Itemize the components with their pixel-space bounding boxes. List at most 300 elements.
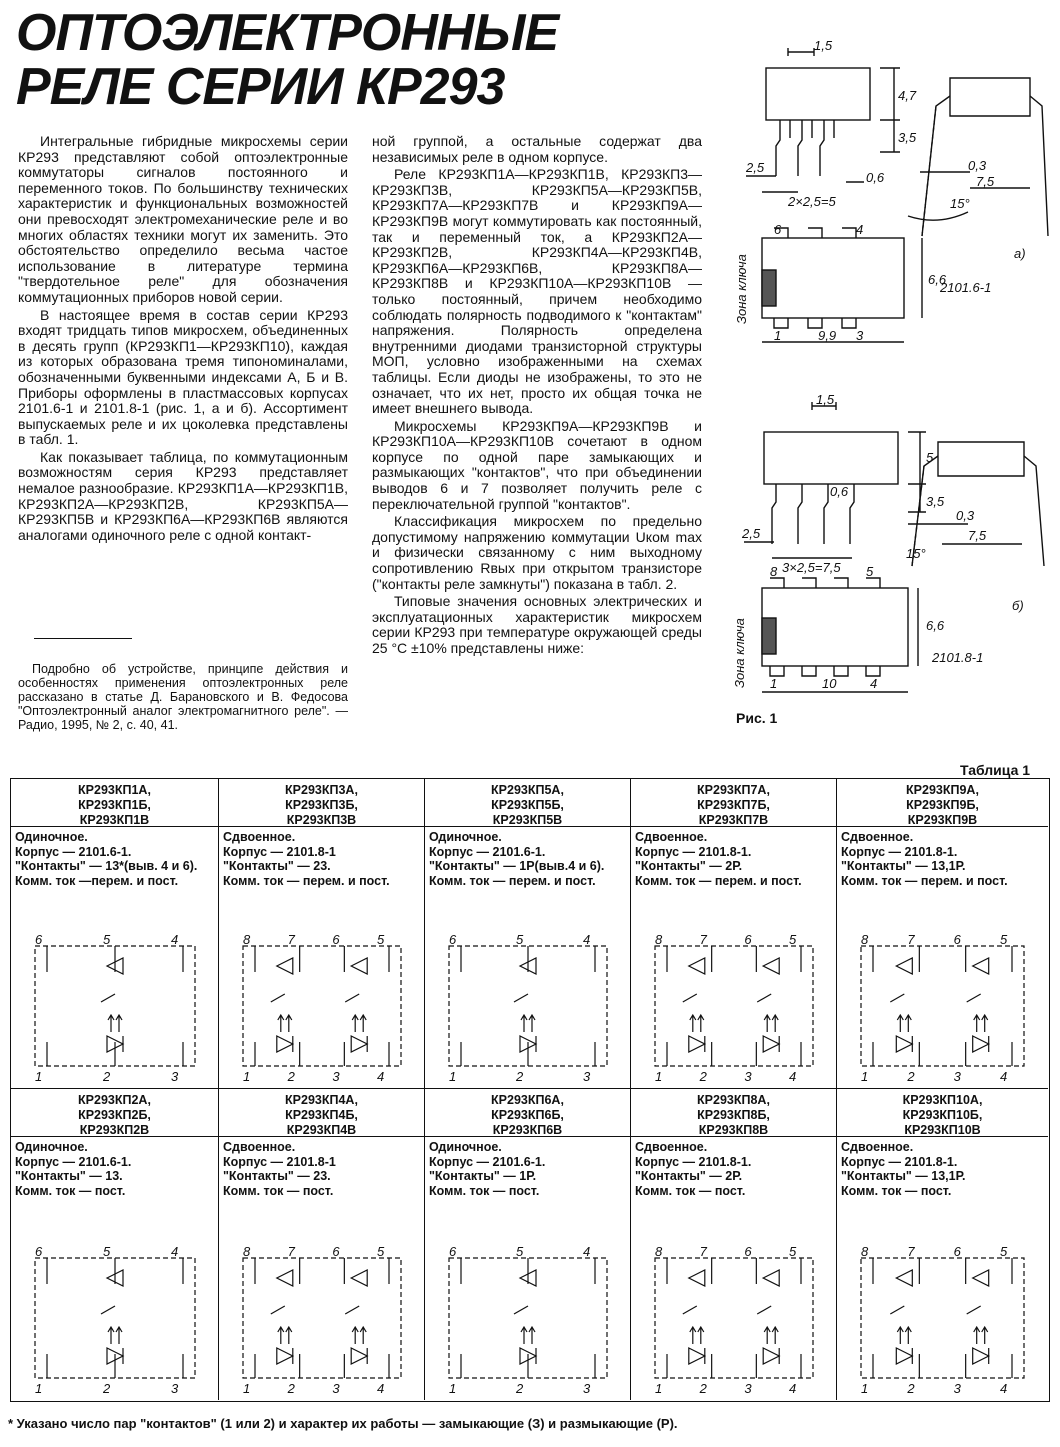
description-line: "Контакты" — 1Р(выв.4 и 6). [429, 859, 605, 873]
pin-number: 2 [287, 1381, 295, 1394]
part-number: КР293КП4Б, [285, 1108, 358, 1122]
relay-schematic [641, 932, 827, 1082]
pin-label: 4 [870, 676, 878, 691]
pin-number: 5 [516, 1244, 524, 1259]
pin-number: 1 [449, 1069, 457, 1082]
diode-symbol [763, 958, 779, 974]
part-number: КР293КП5Б, [491, 798, 564, 812]
pin-number: 7 [907, 932, 915, 947]
switch-contact [101, 1306, 115, 1314]
pin-number: 1 [243, 1069, 251, 1082]
description-line: "Контакты" — 23. [223, 1169, 331, 1183]
dim-label: 0,6 [866, 170, 885, 185]
optical-arrows [974, 1327, 988, 1344]
diode-symbol [277, 1270, 293, 1286]
pin-number: 5 [103, 932, 111, 947]
pin-number: 3 [953, 1069, 961, 1082]
part-number: КР293КП1Б, [78, 798, 151, 812]
relay-schematic [229, 932, 415, 1082]
description-line: Комм. ток — пост. [635, 1183, 746, 1198]
relay-schematic [229, 1244, 415, 1394]
switch-contact [271, 994, 285, 1002]
pin-number: 2 [103, 1381, 111, 1394]
diode-symbol [896, 1270, 912, 1286]
pin-number: 3 [332, 1381, 340, 1394]
led-symbol [896, 1036, 912, 1052]
relay-table [10, 778, 1050, 1402]
pin-number: 3 [744, 1069, 752, 1082]
part-number: КР293КП9Б, [906, 798, 979, 812]
text-column-2 [372, 134, 702, 659]
dim-label: 5 [926, 450, 934, 465]
description-line: Корпус — 2101.8-1 [223, 844, 336, 859]
figure-1-package-drawings [722, 12, 1052, 752]
led-symbol [973, 1036, 989, 1052]
dim-label: 15° [906, 546, 926, 561]
part-number: КР293КП8А, [697, 1093, 770, 1107]
paragraph: Как показывает таблица, по коммутационным возможностям серия КР293 представляет немалое разнообразие. КР293КП1А—КР293КП1В, КР293КП2А—КР293КП2В, КР293КП5А—КР293КП5В и КР293КП6А—КР293КП6В являются аналогами одиночного реле с одной контакт- [18, 448, 348, 543]
switch-contact [757, 1306, 771, 1314]
pin-number: 3 [953, 1381, 961, 1394]
pin-number: 7 [699, 932, 707, 947]
part-number: КР293КП3Б, [285, 798, 358, 812]
optical-arrows [521, 1015, 535, 1032]
part-number: КР293КП6А, [491, 1093, 564, 1107]
dim-label: 7,5 [968, 528, 987, 543]
relay-schematic [641, 1244, 827, 1394]
package-outline [655, 946, 813, 1066]
relay-schematic [21, 932, 209, 1082]
description-line: Корпус — 2101.8-1 [223, 1154, 336, 1169]
paragraph: Микросхемы КР293КП9А—КР293КП9В и КР293КП10А—КР293КП10В сочетают в одном корпусе по одной паре замыкающих и размыкающих "контактов", что при объединении выводов 6 и 7 позволяет получить реле с переключательной группой "контактов". [372, 417, 702, 512]
part-number: КР293КП8В [698, 1123, 769, 1137]
led-symbol [689, 1348, 705, 1364]
pin-number: 6 [332, 932, 340, 947]
cell-description [219, 1137, 424, 1201]
cell-description [11, 827, 218, 891]
cell-header [425, 1089, 630, 1137]
relay-schematic [21, 1244, 209, 1394]
pin-number: 1 [35, 1381, 43, 1394]
pin-number: 3 [332, 1069, 340, 1082]
pin-number: 5 [789, 932, 797, 947]
pin-number: 1 [35, 1069, 43, 1082]
footnote-text: Подробно об устройстве, принципе действия и особенностях применения оптоэлектронных реле рассказано в статье Д. Барановского и В. Федосова "Оптоэлектронный аналог электромагнитного реле". — Радио, 1995, № 2, с. 40, 41. [18, 662, 348, 732]
pin-number: 3 [744, 1381, 752, 1394]
optical-arrows [352, 1327, 366, 1344]
part-number: КР293КП9А, [906, 783, 979, 797]
optical-arrows [352, 1015, 366, 1032]
dim-label: 10 [822, 676, 837, 691]
diode-symbol [277, 958, 293, 974]
dim-label: 6,6 [926, 618, 945, 633]
pin-label: 1 [770, 676, 778, 691]
description-line: Корпус — 2101.6-1. [15, 1154, 132, 1169]
title-line-1: ОПТОЭЛЕКТРОННЫЕ [16, 4, 559, 62]
description-line: Сдвоенное. [635, 1140, 708, 1154]
pin-number: 8 [243, 932, 251, 947]
pin-number: 3 [171, 1069, 179, 1082]
package-outline [243, 946, 401, 1066]
package-label: 2101.6-1 [940, 280, 992, 295]
diode-symbol [763, 1270, 779, 1286]
diode-symbol [351, 1270, 367, 1286]
cell-header [631, 779, 836, 827]
part-number: КР293КП7Б, [697, 798, 770, 812]
pin-number: 1 [449, 1381, 457, 1394]
led-symbol [763, 1348, 779, 1364]
key-zone-label: Зона ключа [732, 618, 747, 688]
pin-number: 5 [377, 932, 385, 947]
pin-number: 6 [35, 1244, 43, 1259]
pin-number: 4 [789, 1069, 797, 1082]
optical-arrows [108, 1015, 122, 1032]
pin-number: 6 [953, 1244, 961, 1259]
part-number: КР293КП2В [79, 1123, 150, 1137]
description-line: Комм. ток —перем. и пост. [15, 873, 179, 888]
package-outline [861, 1258, 1024, 1378]
dim-label: 1,5 [816, 392, 835, 407]
pin-number: 5 [377, 1244, 385, 1259]
description-line: Комм. ток — перем. и пост. [429, 873, 596, 888]
description-line: Комм. ток — перем. и пост. [635, 873, 802, 888]
dim-label: 7,5 [976, 174, 995, 189]
description-line: Сдвоенное. [223, 1140, 296, 1154]
pin-label: 5 [866, 564, 874, 579]
optical-arrows [764, 1015, 778, 1032]
diode-symbol [973, 958, 989, 974]
switch-contact [967, 994, 981, 1002]
part-number: КР293КП2Б, [78, 1108, 151, 1122]
pin-number: 6 [953, 932, 961, 947]
pin-number: 1 [243, 1381, 251, 1394]
optical-arrows [974, 1015, 988, 1032]
optical-arrows [278, 1327, 292, 1344]
part-number: КР293КП9В [907, 813, 978, 827]
optical-arrows [764, 1327, 778, 1344]
description-line: Корпус — 2101.6-1. [15, 844, 132, 859]
part-number: КР293КП2А, [78, 1093, 151, 1107]
relay-schematic [847, 932, 1038, 1082]
description-line: Одиночное. [15, 1140, 88, 1154]
text-column-1 [18, 134, 348, 545]
pin-number: 4 [377, 1381, 385, 1394]
description-line: Комм. ток — пост. [15, 1183, 126, 1198]
optical-arrows [690, 1015, 704, 1032]
sub-label-a: а) [1014, 246, 1026, 261]
description-line: "Контакты" — 13,1Р. [841, 1169, 966, 1183]
diode-symbol [689, 1270, 705, 1286]
switch-contact [514, 1306, 528, 1314]
pin-number: 4 [377, 1069, 385, 1082]
part-number: КР293КП10А, [902, 1093, 983, 1107]
relay-schematic [435, 932, 621, 1082]
sub-label-b: б) [1012, 598, 1024, 613]
footnote [18, 662, 348, 732]
table-footnote: * Указано число пар "контактов" (1 или 2) и характер их работы — замыкающие (З) и размыкающие (Р). [8, 1416, 678, 1431]
switch-contact [101, 994, 115, 1002]
paragraph: Реле КР293КП1А—КР293КП1В, КР293КП3—КР293КП3В, КР293КП5А—КР293КП5В, КР293КП7А—КР293КП7В и КР293КП9А—КР293КП9В могут коммутировать как постоянный, так и переменный ток, а КР293КП2А—КР293КП2В, КР293КП4А—КР293КП4В, КР293КП6А—КР293КП6В, КР293КП8А—КР293КП8В и КР293КП10А—КР293КП10В — только постоянный, причем необходимо соблюдать полярность подводимого к "контактам" напряжения. Полярность определена внутренними диодами транзисторной структуры МОП, условно изображенными на схемах таблицы. Если диоды не изображены, то это не означает, что их нет, просто их общая точка не имеет внешнего вывода. [372, 166, 702, 417]
optical-arrows [690, 1327, 704, 1344]
pin-number: 6 [449, 932, 457, 947]
diode-symbol [351, 958, 367, 974]
paragraph: Интегральные гибридные микросхемы серии КР293 представляют собой оптоэлектронные коммутаторы сигналов постоянного и переменного токов. По большинству технических характеристик и функциональных возможностей они превосходят электромеханические реле и во многих областях техники могут их заменить. Это обстоятельство определило весьма частое использование в литературе термина "твердотельное реле" для обозначения коммутационных приборов новой серии. [18, 133, 348, 305]
footnote-rule [34, 638, 132, 639]
optical-arrows [897, 1015, 911, 1032]
pin-label: 6 [774, 222, 782, 237]
dim-label: 2,5 [746, 160, 765, 175]
description-line: Комм. ток — перем. и пост. [223, 873, 390, 888]
pin-number: 6 [35, 932, 43, 947]
optical-arrows [897, 1327, 911, 1344]
cell-header [11, 1089, 218, 1137]
description-line: Корпус — 2101.8-1. [841, 844, 958, 859]
dim-label: 2×2,5=5 [788, 194, 836, 209]
pin-number: 2 [699, 1381, 707, 1394]
cell-description [219, 827, 424, 891]
description-line: "Контакты" — 13. [15, 1169, 123, 1183]
description-line: Комм. ток — пост. [429, 1183, 540, 1198]
table-cell [425, 779, 631, 1089]
part-number: КР293КП7А, [697, 783, 770, 797]
part-number: КР293КП3А, [285, 783, 358, 797]
pin-number: 2 [516, 1381, 524, 1394]
part-number: КР293КП1В [79, 813, 150, 827]
cell-header [425, 779, 630, 827]
part-number: КР293КП8Б, [697, 1108, 770, 1122]
pin-number: 3 [171, 1381, 179, 1394]
dim-label: 0,3 [956, 508, 975, 523]
dim-label: 3,5 [898, 130, 917, 145]
pin-number: 7 [287, 932, 295, 947]
switch-contact [271, 1306, 285, 1314]
led-symbol [973, 1348, 989, 1364]
part-number: КР293КП4А, [285, 1093, 358, 1107]
pin-number: 6 [332, 1244, 340, 1259]
table-cell [219, 1089, 425, 1400]
pin-number: 1 [655, 1381, 663, 1394]
led-symbol [351, 1036, 367, 1052]
table-cell [11, 779, 219, 1089]
dim-label: 3,5 [926, 494, 945, 509]
pin-number: 4 [789, 1381, 797, 1394]
cell-description [837, 827, 1048, 891]
optical-arrows [521, 1327, 535, 1344]
pin-number: 6 [449, 1244, 457, 1259]
pin-number: 5 [1000, 932, 1008, 947]
description-line: "Контакты" — 2Р. [635, 1169, 743, 1183]
dim-label: 4,7 [898, 88, 917, 103]
led-symbol [277, 1348, 293, 1364]
dim-label: 0,3 [968, 158, 987, 173]
paragraph: В настоящее время в состав серии КР293 входят тридцать типов микросхем, объединенных в десять групп (КР293КП1—КР293КП10), каждая из которых образована тремя типономиналами, обозначенными буквенными индексами А, Б и В. Приборы оформлены в пластмассовых корпусах 2101.6-1 и 2101.8-1 (рис. 1, а и б). Ассортимент выпускаемых реле и их цоколевка представлены в табл. 1. [18, 306, 348, 448]
part-number: КР293КП6Б, [491, 1108, 564, 1122]
relay-schematic [847, 1244, 1038, 1394]
table-caption: Таблица 1 [960, 762, 1031, 778]
paragraph: Типовые значения основных электрических и эксплуатационных характеристик микросхем серии КР293 при температуре окружающей среды 25 °С ±10% представлены ниже: [372, 593, 702, 656]
description-line: Одиночное. [429, 1140, 502, 1154]
pin-number: 1 [655, 1069, 663, 1082]
cell-header [631, 1089, 836, 1137]
switch-contact [757, 994, 771, 1002]
description-line: Комм. ток — перем. и пост. [841, 873, 1008, 888]
pin-number: 5 [789, 1244, 797, 1259]
pin-number: 4 [1000, 1069, 1008, 1082]
dim-label: 1,5 [814, 38, 833, 53]
dim-label: 3×2,5=7,5 [782, 560, 841, 575]
description-line: Корпус — 2101.6-1. [429, 844, 546, 859]
pin-number: 3 [583, 1381, 591, 1394]
relay-schematic [435, 1244, 621, 1394]
description-line: Сдвоенное. [635, 830, 708, 844]
article-title [16, 6, 606, 114]
part-number: КР293КП3В [286, 813, 357, 827]
cell-header [837, 779, 1048, 827]
description-line: Сдвоенное. [223, 830, 296, 844]
pin-number: 8 [861, 932, 869, 947]
switch-contact [967, 1306, 981, 1314]
table-cell [837, 1089, 1048, 1400]
pin-number: 2 [699, 1069, 707, 1082]
part-number: КР293КП7В [698, 813, 769, 827]
dim-label: 6,6 [928, 272, 947, 287]
switch-contact [683, 1306, 697, 1314]
optical-arrows [108, 1327, 122, 1344]
part-number: КР293КП1А, [78, 783, 151, 797]
cell-header [219, 1089, 424, 1137]
description-line: Корпус — 2101.6-1. [429, 1154, 546, 1169]
diode-symbol [973, 1270, 989, 1286]
figure-caption: Рис. 1 [736, 710, 778, 726]
part-number: КР293КП5В [492, 813, 563, 827]
switch-contact [345, 994, 359, 1002]
description-line: "Контакты" — 13,1Р. [841, 859, 966, 873]
diode-symbol [689, 958, 705, 974]
package-outline [243, 1258, 401, 1378]
pin-number: 2 [516, 1069, 524, 1082]
cell-header [837, 1089, 1048, 1137]
cell-description [425, 827, 630, 891]
cell-description [837, 1137, 1048, 1201]
pin-number: 8 [655, 1244, 663, 1259]
led-symbol [763, 1036, 779, 1052]
switch-contact [514, 994, 528, 1002]
table-cell [837, 779, 1048, 1089]
dim-label: 2,5 [742, 526, 761, 541]
cell-header [11, 779, 218, 827]
switch-contact [890, 994, 904, 1002]
pin-number: 2 [907, 1069, 915, 1082]
cell-description [425, 1137, 630, 1201]
description-line: Комм. ток — пост. [841, 1183, 952, 1198]
cell-description [11, 1137, 218, 1201]
description-line: Комм. ток — пост. [223, 1183, 334, 1198]
title-line-2: РЕЛЕ СЕРИИ КР293 [16, 58, 505, 116]
pin-label: 8 [770, 564, 778, 579]
pin-number: 5 [516, 932, 524, 947]
cell-header [219, 779, 424, 827]
pin-number: 7 [287, 1244, 295, 1259]
pin-number: 3 [583, 1069, 591, 1082]
pin-number: 6 [744, 932, 752, 947]
pin-number: 4 [171, 1244, 179, 1259]
pin-number: 4 [1000, 1381, 1008, 1394]
part-number: КР293КП5А, [491, 783, 564, 797]
table-cell [425, 1089, 631, 1400]
pin-number: 7 [699, 1244, 707, 1259]
part-number: КР293КП10В [904, 1123, 981, 1137]
pin-number: 7 [907, 1244, 915, 1259]
pin-label: 1 [774, 328, 782, 343]
pin-number: 5 [103, 1244, 111, 1259]
pin-number: 8 [243, 1244, 251, 1259]
paragraph: ной группой, а остальные содержат два независимых реле в одном корпусе. [372, 133, 702, 165]
description-line: Сдвоенное. [841, 830, 914, 844]
pin-number: 8 [655, 932, 663, 947]
part-number: КР293КП4В [286, 1123, 357, 1137]
table-cell [631, 779, 837, 1089]
pin-number: 1 [861, 1069, 869, 1082]
table-cell [631, 1089, 837, 1400]
paragraph: Классификация микросхем по предельно допустимому напряжению коммутации Uком max и физически связанному с ним выходному сопротивлению Rвых при открытом транзисторе ("контакты реле замкнуты") показана в табл. 2. [372, 513, 702, 592]
cell-description [631, 1137, 836, 1201]
switch-contact [890, 1306, 904, 1314]
pin-label: 4 [856, 222, 864, 237]
description-line: "Контакты" — 1Р. [429, 1169, 537, 1183]
pin-number: 2 [907, 1381, 915, 1394]
cell-description [631, 827, 836, 891]
pin-label: 3 [856, 328, 864, 343]
led-symbol [689, 1036, 705, 1052]
description-line: Сдвоенное. [841, 1140, 914, 1154]
table-cell [11, 1089, 219, 1400]
description-line: Одиночное. [15, 830, 88, 844]
description-line: "Контакты" — 2Р. [635, 859, 743, 873]
pin-number: 4 [171, 932, 179, 947]
description-line: "Контакты" — 13*(выв. 4 и 6). [15, 859, 198, 873]
optical-arrows [278, 1015, 292, 1032]
pin-number: 1 [861, 1381, 869, 1394]
package-outline [861, 946, 1024, 1066]
diode-symbol [896, 958, 912, 974]
pin-number: 8 [861, 1244, 869, 1259]
part-number: КР293КП6В [492, 1123, 563, 1137]
key-zone-label: Зона ключа [734, 254, 749, 324]
led-symbol [277, 1036, 293, 1052]
description-line: Одиночное. [429, 830, 502, 844]
pin-number: 5 [1000, 1244, 1008, 1259]
pin-number: 4 [583, 1244, 591, 1259]
led-symbol [351, 1348, 367, 1364]
led-symbol [896, 1348, 912, 1364]
package-outline [655, 1258, 813, 1378]
description-line: "Контакты" — 23. [223, 859, 331, 873]
table-cell [219, 779, 425, 1089]
description-line: Корпус — 2101.8-1. [635, 844, 752, 859]
description-line: Корпус — 2101.8-1. [635, 1154, 752, 1169]
dim-label: 15° [950, 196, 970, 211]
dim-label: 9,9 [818, 328, 837, 343]
pin-number: 6 [744, 1244, 752, 1259]
switch-contact [345, 1306, 359, 1314]
switch-contact [683, 994, 697, 1002]
part-number: КР293КП10Б, [902, 1108, 983, 1122]
description-line: Корпус — 2101.8-1. [841, 1154, 958, 1169]
dim-label: 0,6 [830, 484, 849, 499]
pin-number: 2 [287, 1069, 295, 1082]
pin-number: 2 [103, 1069, 111, 1082]
pin-number: 4 [583, 932, 591, 947]
